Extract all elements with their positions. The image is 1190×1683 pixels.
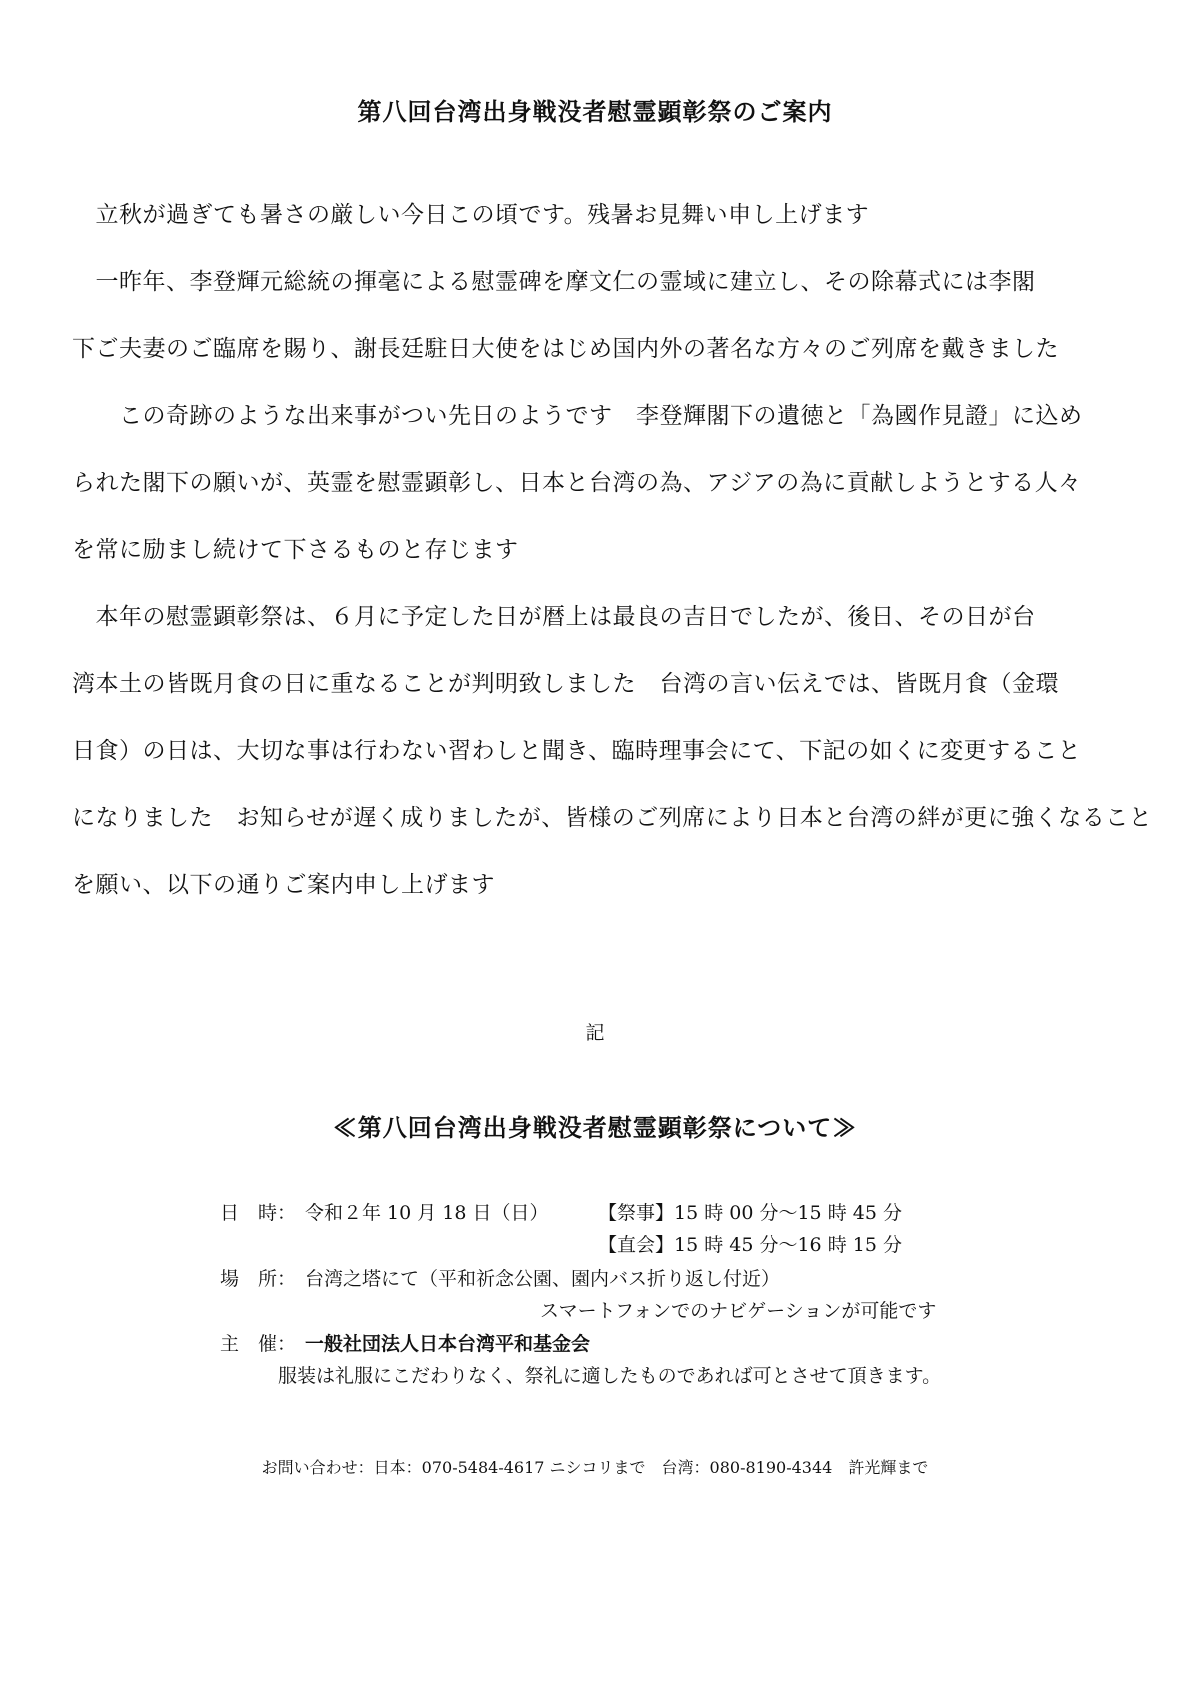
ki-heading: 記	[585, 1022, 605, 1044]
naorai-time: 【直会】15 時 45 分～16 時 15 分	[598, 1234, 902, 1256]
body-line: を願い、以下の通りご案内申し上げます	[72, 872, 495, 898]
body-line: 下ご夫妻のご臨席を賜り、謝長廷駐日大使をはじめ国内外の著名な方々のご列席を戴きました	[72, 336, 1059, 362]
body-line: 立秋が過ぎても暑さの厳しい今日この頃です。残暑お見舞い申し上げます	[72, 202, 870, 228]
dress-note: 服装は礼服にこだわりなく、祭礼に適したものであれば可とさせて頂きます。	[278, 1365, 942, 1387]
host-value: 一般社団法人日本台湾平和基金会	[305, 1333, 591, 1355]
body-line: になりました お知らせが遅く成りましたが、皆様のご列席により日本と台湾の絆が更に強くなること	[72, 805, 1153, 831]
document-title: 第八回台湾出身戦没者慰霊顕彰祭のご案内	[357, 97, 833, 126]
date-value: 令和２年 10 月 18 日（日）	[305, 1202, 549, 1224]
body-line: 湾本土の皆既月食の日に重なることが判明致しました 台湾の言い伝えでは、皆既月食（金環	[72, 671, 1059, 697]
contact-info: お問い合わせ：日本：070-5484-4617 ニシコリまで 台湾：080-8190-4344 許光輝まで	[261, 1458, 929, 1477]
place-note: スマートフォンでのナビゲーションが可能です	[540, 1300, 937, 1322]
place-value: 台湾之塔にて（平和祈念公園、園内バス折り返し付近）	[305, 1268, 781, 1290]
body-line: 本年の慰霊顕彰祭は、６月に予定した日が暦上は最良の吉日でしたが、後日、その日が台	[72, 604, 1036, 630]
body-line: この奇跡のような出来事がつい先日のようです 李登輝閣下の遺徳と「為國作見證」に込め	[72, 403, 1083, 429]
body-line: 日食）の日は、大切な事は行わない習わしと聞き、臨時理事会にて、下記の如くに変更すること	[72, 738, 1082, 764]
body-text	[72, 198, 1153, 935]
body-line: 一昨年、李登輝元総統の揮毫による慰霊碑を摩文仁の霊域に建立し、その除幕式には李閣	[72, 269, 1036, 295]
body-line: を常に励まし続けて下さるものと存じます	[72, 537, 519, 563]
date-label: 日 時：	[220, 1202, 297, 1224]
body-line: られた閣下の願いが、英霊を慰霊顕彰し、日本と台湾の為、アジアの為に貢献しようとする人々	[72, 470, 1082, 496]
place-label: 場 所：	[220, 1268, 297, 1290]
saiji-time: 【祭事】15 時 00 分～15 時 45 分	[598, 1202, 902, 1224]
host-label: 主 催：	[220, 1333, 297, 1355]
section-subtitle: ≪第八回台湾出身戦没者慰霊顕彰祭について≫	[332, 1113, 858, 1142]
